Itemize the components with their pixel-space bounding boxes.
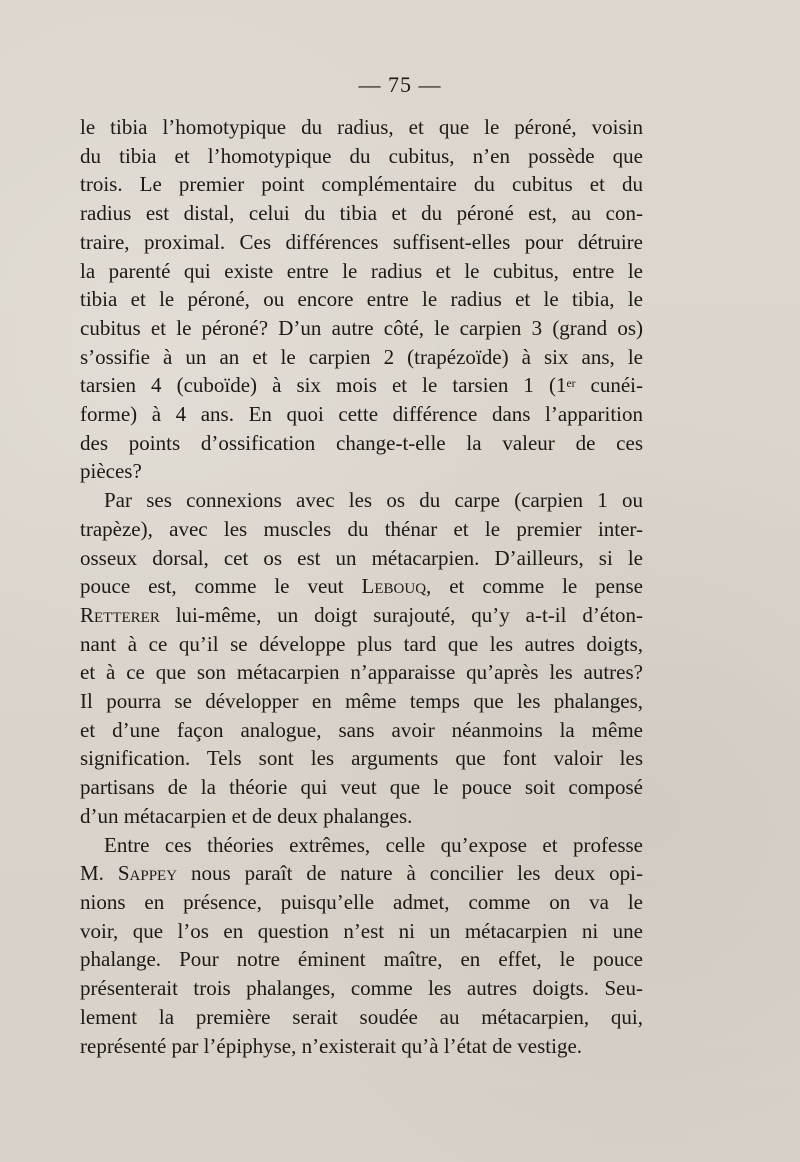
author-name: Lebouq: [361, 574, 427, 599]
ordinal-superscript: er: [566, 377, 576, 390]
text-line-5: traire, proximal. Ces différences suffisent-elles pour détruire: [80, 229, 643, 254]
text-line-25: d’un métacarpien et de deux phalanges.: [80, 803, 413, 828]
text-line-29: voir, que l’os en question n’est ni un métacarpien ni une: [80, 918, 643, 943]
text-line-31: présenterait trois phalanges, comme les autres doigts. Seu-: [80, 976, 643, 1001]
text-line-24: partisans de la théorie qui veut que le pouce soit composé: [80, 775, 643, 800]
text-line-21: Il pourra se développer en même temps que les phalanges,: [80, 689, 643, 714]
text-line-10: tarsien 4 (cuboïde) à six mois et le tarsien 1 (1er cunéi-: [80, 373, 643, 398]
text-line-14: Par ses connexions avec les os du carpe (carpien 1 ou: [104, 488, 643, 513]
page-number: — 75 —: [358, 72, 442, 97]
text-line-33: représenté par l’épiphyse, n’existerait qu’à l’état de vestige.: [80, 1033, 583, 1058]
text-line-23: signification. Tels sont les arguments que font valoir les: [80, 746, 643, 771]
text-line-15: trapèze), avec les muscles du thénar et le premier inter-: [80, 516, 643, 541]
text-line-7: tibia et le péroné, ou encore entre le radius et le tibia, le: [80, 287, 643, 312]
text-line-3: trois. Le premier point complémentaire du cubitus et du: [80, 172, 643, 197]
text-line-4: radius est distal, celui du tibia et du péroné est, au con-: [80, 201, 643, 226]
text-line-32: lement la première serait soudée au métacarpien, qui,: [80, 1004, 643, 1029]
text-line-2: du tibia et l’homotypique du cubitus, n’en possède que: [80, 143, 643, 168]
text-line-1: le tibia l’homotypique du radius, et que le péroné, voisin: [80, 115, 643, 139]
text-line-16: osseux dorsal, cet os est un métacarpien. D’ailleurs, si le: [80, 545, 643, 570]
body-text: [80, 113, 643, 1060]
author-name: Retterer: [80, 602, 160, 627]
text-line-27: M. Sappey nous paraît de nature à concilier les deux opi-: [80, 861, 643, 886]
text-line-11: forme) à 4 ans. En quoi cette différence dans l’apparition: [80, 402, 643, 427]
text-line-13: pièces?: [80, 459, 142, 484]
text-line-18: Retterer lui-même, un doigt surajouté, qu’y a-t-il d’éton-: [80, 602, 643, 627]
text-line-30: phalange. Pour notre éminent maître, en effet, le pouce: [80, 947, 643, 972]
text-line-8: cubitus et le péroné? D’un autre côté, le carpien 3 (grand os): [80, 315, 643, 340]
text-line-22: et d’une façon analogue, sans avoir néanmoins la même: [80, 717, 643, 742]
text-line-26: Entre ces théories extrêmes, celle qu’expose et professe: [104, 832, 643, 857]
text-line-19: nant à ce qu’il se développe plus tard que les autres doigts,: [80, 631, 643, 656]
text-line-17: pouce est, comme le veut Lebouq, et comme le pense: [80, 574, 643, 599]
author-name: Sappey: [117, 861, 178, 886]
text-line-6: la parenté qui existe entre le radius et le cubitus, entre le: [80, 258, 643, 283]
text-line-20: et à ce que son métacarpien n’apparaisse qu’après les autres?: [80, 660, 643, 685]
text-line-12: des points d’ossification change-t-elle la valeur de ces: [80, 430, 643, 455]
text-line-9: s’ossifie à un an et le carpien 2 (trapézoïde) à six ans, le: [80, 344, 643, 369]
text-line-28: nions en présence, puisqu’elle admet, comme on va le: [80, 889, 643, 914]
